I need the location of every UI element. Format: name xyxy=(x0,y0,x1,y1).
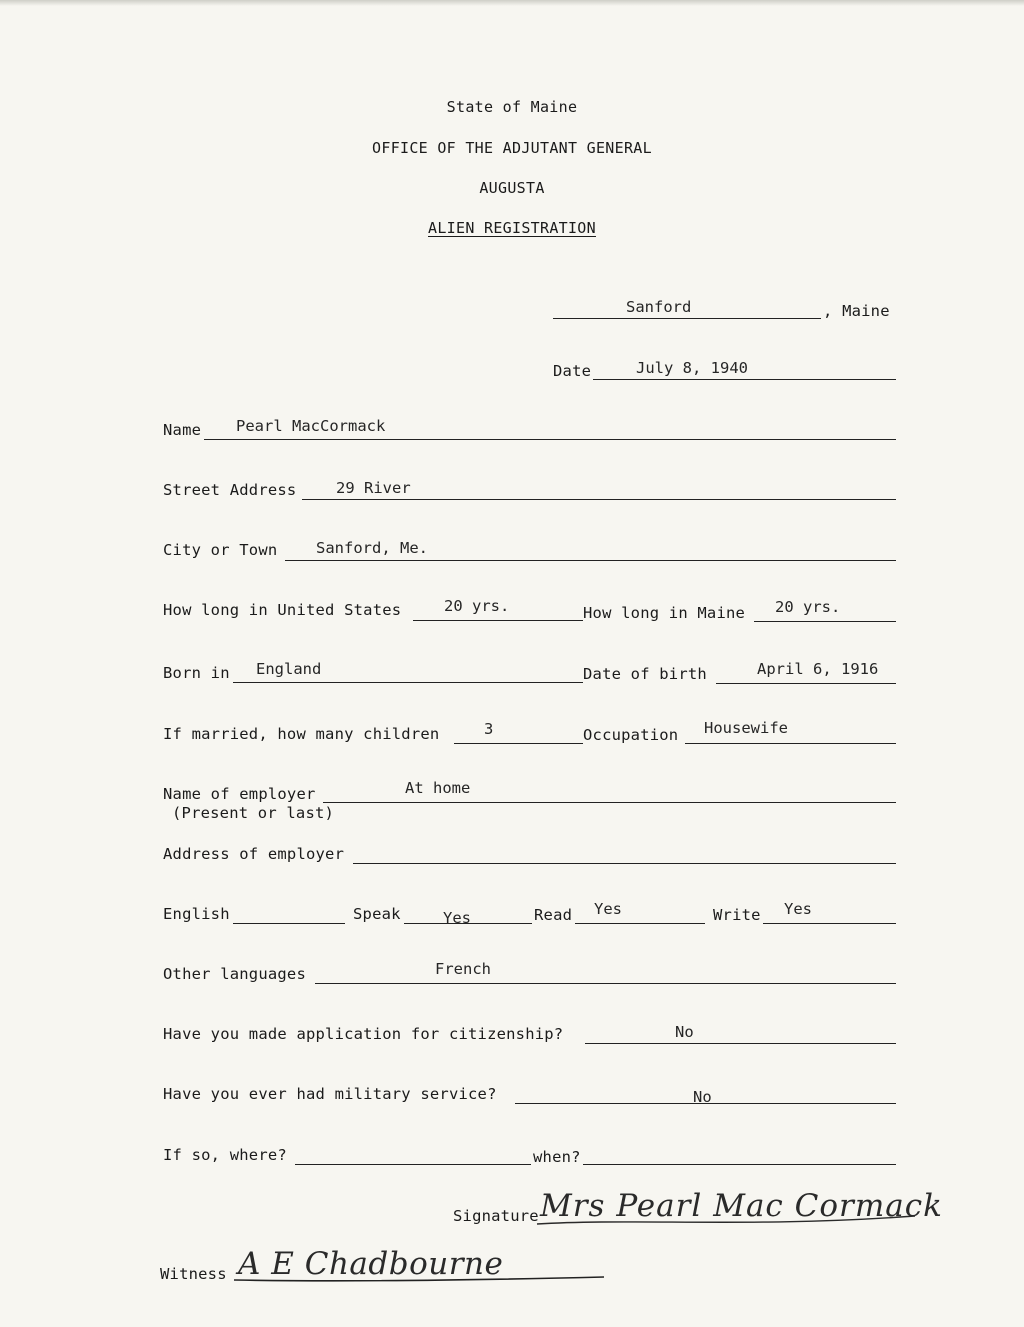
maine-duration-line xyxy=(754,621,896,622)
military-line xyxy=(515,1103,896,1104)
english-line xyxy=(233,923,345,924)
place-state-label: , Maine xyxy=(823,302,890,320)
witness-underline xyxy=(232,1270,612,1288)
street-value: 29 River xyxy=(336,479,411,497)
where-line xyxy=(295,1164,531,1165)
header-state: State of Maine xyxy=(446,98,578,116)
date-value: July 8, 1940 xyxy=(636,359,748,377)
date-label: Date xyxy=(553,362,592,380)
other-languages-line xyxy=(315,983,896,984)
write-label: Write xyxy=(713,906,761,924)
form-title: ALIEN REGISTRATION xyxy=(428,219,596,237)
us-duration-line xyxy=(413,620,583,621)
maine-duration-value: 20 yrs. xyxy=(775,598,841,616)
military-label: Have you ever had military service? xyxy=(163,1085,497,1103)
employer-address-label: Address of employer xyxy=(163,845,345,863)
read-label: Read xyxy=(534,906,573,924)
english-label: English xyxy=(163,905,230,923)
write-line xyxy=(763,923,896,924)
place-town-line xyxy=(553,318,821,319)
occupation-value: Housewife xyxy=(704,719,788,737)
read-line xyxy=(575,923,705,924)
citizenship-value: No xyxy=(675,1023,694,1041)
us-duration-value: 20 yrs. xyxy=(444,597,510,615)
citizenship-line xyxy=(585,1043,896,1044)
header-office: OFFICE OF THE ADJUTANT GENERAL xyxy=(372,139,652,157)
employer-label: Name of employer xyxy=(163,785,316,803)
date-line xyxy=(593,379,896,380)
signature-handwriting: Mrs Pearl Mac Cormack xyxy=(540,1188,943,1224)
born-in-value: England xyxy=(256,660,322,678)
scan-edge xyxy=(0,0,1024,6)
name-value: Pearl MacCormack xyxy=(236,417,386,435)
dob-label: Date of birth xyxy=(583,665,707,683)
speak-line xyxy=(404,923,532,924)
read-value: Yes xyxy=(594,900,622,918)
occupation-line xyxy=(685,743,896,744)
when-label: when? xyxy=(533,1148,581,1166)
military-value: No xyxy=(693,1088,712,1106)
born-in-label: Born in xyxy=(163,664,230,682)
employer-value: At home xyxy=(405,779,471,797)
children-label: If married, how many children xyxy=(163,725,440,743)
where-label: If so, where? xyxy=(163,1146,287,1164)
header-city: AUGUSTA xyxy=(479,179,545,197)
witness-handwriting: A E Chadbourne xyxy=(238,1246,504,1282)
city-line xyxy=(285,560,896,561)
street-line xyxy=(302,499,896,500)
place-town-value: Sanford xyxy=(626,298,692,316)
employer-address-line xyxy=(353,863,896,864)
witness-label: Witness xyxy=(160,1265,227,1283)
speak-label: Speak xyxy=(353,905,401,923)
speak-value: Yes xyxy=(443,909,471,927)
signature-flourish xyxy=(535,1210,925,1236)
dob-value: April 6, 1916 xyxy=(757,660,879,678)
employer-sublabel: (Present or last) xyxy=(172,804,335,822)
citizenship-label: Have you made application for citizenship? xyxy=(163,1025,564,1043)
children-value: 3 xyxy=(484,720,494,738)
write-value: Yes xyxy=(784,900,812,918)
street-label: Street Address xyxy=(163,481,297,499)
occupation-label: Occupation xyxy=(583,726,679,744)
employer-line xyxy=(323,802,896,803)
children-line xyxy=(454,743,583,744)
name-label: Name xyxy=(163,421,202,439)
us-duration-label: How long in United States xyxy=(163,601,402,619)
city-label: City or Town xyxy=(163,541,278,559)
other-languages-value: French xyxy=(435,960,491,978)
signature-label: Signature xyxy=(453,1207,539,1225)
born-in-line xyxy=(233,682,583,683)
other-languages-label: Other languages xyxy=(163,965,306,983)
dob-line xyxy=(716,683,896,684)
name-line xyxy=(204,439,896,440)
city-value: Sanford, Me. xyxy=(316,539,428,557)
when-line xyxy=(583,1164,896,1165)
maine-duration-label: How long in Maine xyxy=(583,604,746,622)
